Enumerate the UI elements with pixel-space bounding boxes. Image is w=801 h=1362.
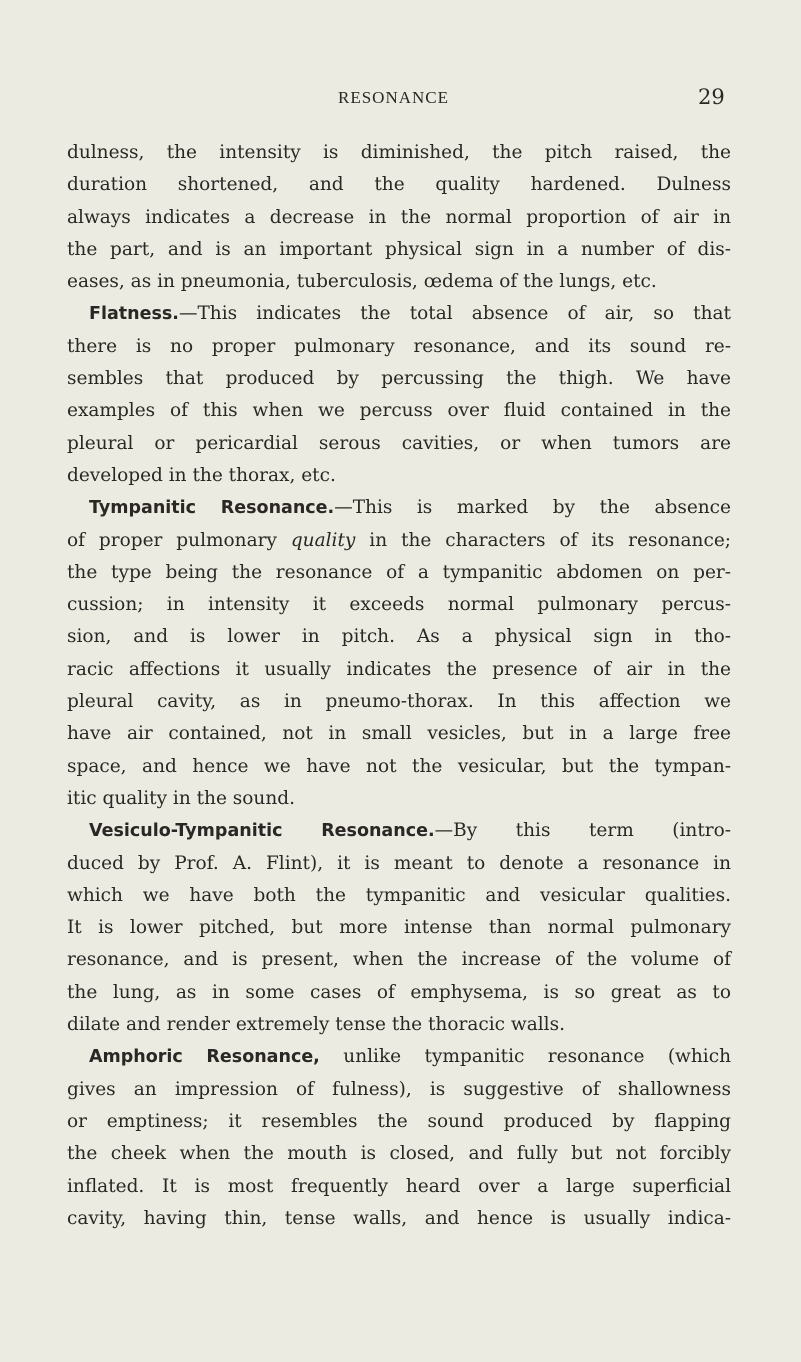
text-line: inflated. It is most frequently heard over a large superficial — [67, 1175, 731, 1197]
text-line: eases, as in pneumonia, tuberculosis, œdema of the lungs, etc. — [67, 271, 657, 293]
text-line: gives an impression of fulness), is suggestive of shallowness — [67, 1078, 731, 1100]
text-line: resonance, and is present, when the increase of the volume of — [67, 949, 731, 971]
text-line: examples of this when we percuss over fluid contained in the — [67, 400, 731, 422]
paragraph-first-line — [67, 492, 731, 524]
text-line: pleural or pericardial serous cavities, or when tumors are — [67, 432, 731, 454]
text-line: dilate and render extremely tense the thoracic walls. — [67, 1014, 565, 1036]
text-run: the characters of its resonance; — [401, 529, 732, 551]
text-line: cussion; in intensity it exceeds normal pulmonary percus- — [67, 594, 731, 616]
text-line: pleural cavity, as in pneumo-thorax. In this affection we — [67, 691, 731, 713]
text-line — [67, 525, 731, 557]
text-line: the type being the resonance of a tympanitic abdomen on per- — [67, 561, 731, 583]
text-line: dulness, the intensity is diminished, the pitch raised, the — [67, 142, 731, 163]
text-line: racic affections it usually indicates the presence of air in the — [67, 658, 731, 680]
body-text — [67, 137, 731, 1235]
text-line: the lung, as in some cases of emphysema, is so great as to — [67, 981, 731, 1003]
text-line: have air contained, not in small vesicles, but in a large free — [67, 723, 731, 745]
text-run: —This indicates the total absence of air, so that — [178, 303, 731, 325]
text-run: —This is marked by the absence — [334, 497, 731, 519]
text-line: always indicates a decrease in the normal proportion of air in — [67, 206, 731, 228]
section-heading-tympanitic: Tympanitic Resonance. — [89, 498, 335, 519]
paragraph-first-line — [67, 1041, 731, 1073]
page-number: 29 — [698, 85, 725, 109]
section-heading-flatness: Flatness. — [89, 304, 179, 325]
text-line: there is no proper pulmonary resonance, and its sound re- — [67, 335, 731, 357]
paragraph-first-line — [67, 815, 731, 847]
text-run: —By this term (intro- — [434, 820, 731, 842]
text-line: the part, and is an important physical sign in a number of dis- — [67, 238, 731, 260]
text-line: sion, and is lower in pitch. As a physical sign in tho- — [67, 626, 731, 648]
emphasis-quality: quality — [290, 529, 356, 551]
running-title: RESONANCE — [338, 88, 450, 107]
text-line: or emptiness; it resembles the sound produced by flapping — [67, 1110, 731, 1132]
text-line: duced by Prof. A. Flint), it is meant to denote a resonance in — [67, 852, 731, 874]
section-heading-vesiculo-tympanitic: Vesiculo-Tympanitic Resonance. — [89, 821, 435, 842]
text-line: which we have both the tympanitic and vesicular qualities. — [67, 884, 731, 906]
text-line: duration shortened, and the quality hardened. Dulness — [67, 174, 731, 196]
text-line: cavity, having thin, tense walls, and hence is usually indica- — [67, 1207, 731, 1229]
text-line: space, and hence we have not the vesicular, but the tympan- — [67, 755, 731, 777]
text-line: itic quality in the sound. — [67, 787, 295, 809]
text-run: in — [355, 529, 402, 551]
text-line: the cheek when the mouth is closed, and fully but not forcibly — [67, 1143, 731, 1165]
section-heading-amphoric: Amphoric Resonance, — [89, 1047, 320, 1068]
paragraph-first-line — [67, 298, 731, 330]
text-line: developed in the thorax, etc. — [67, 464, 336, 486]
text-run: of proper pulmonary — [67, 529, 291, 551]
text-line: sembles that produced by percussing the thigh. We have — [67, 368, 731, 390]
text-line: It is lower pitched, but more intense than normal pulmonary — [67, 917, 731, 939]
text-run: unlike tympanitic resonance (which — [319, 1046, 731, 1068]
